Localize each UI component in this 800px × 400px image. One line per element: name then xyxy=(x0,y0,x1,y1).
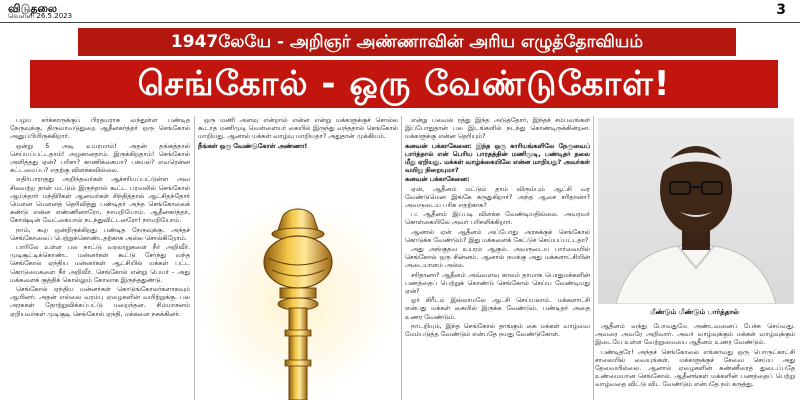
paragraph: பாரிலே உள்ள பல நாட்டு வரலாறுகளை நீர் அறிவீர். முடிசூட்டிக்கொண்ட மன்னர்கள் கூட்டு சேர்ந்து வந்த செங்கோல் ஏந்திய மன்னர்கள் ஆட்சியில் மக்கள் பட்ட கொடுமைகளை நீர் அறிவீர். செங்கோல் என்று பெயர் - அது மக்களைக் குத்திக் கொல்லும் கோலாக இருந்ததுண்டு. xyxy=(10,243,190,284)
column-divider xyxy=(194,116,195,400)
author-portrait xyxy=(598,118,794,304)
paragraph: ஒன்று 5 அடி உயரமாம்! அதன் தங்கத்தால் செய்யப்பட்டதாம்! அழகானதாம். இருக்கிறதாம்! செங்கோல் அளித்தது ஏன்? பரிசா? காணிக்கையா? பசுயல்? எவரென்ன கட்டமைப்ப? எதற்கு விளக்கவில்லை. xyxy=(10,141,190,175)
column-divider xyxy=(401,116,402,400)
article-headline: செங்கோல் - ஒரு வேண்டுகோள்! xyxy=(30,60,778,108)
paragraph: என்று பலவல் ரத்து இந்த அடுத்தோர், இந்தச் சம்பவங்கள் இப்போதுதான் பல இடங்களில் நடந்து கொண்டிருக்கின்றன. மக்களுக்கு என்ன தெரியும்? xyxy=(405,116,590,141)
article-column-4 xyxy=(595,322,795,400)
person-portrait-icon xyxy=(598,118,794,304)
paragraph: செங்கோல் ஏந்திய மன்னர்கள் கொடுங்கோலர்களாகவும் ஆயினர். அதன் எல்லை வரம்பு ஏழைகளின் வயிற்றுக்கு. பல அரசுகள் தோற்றுவிக்கப்பட்டு மறைந்தன. சிம்மாசனம் ஏறியவர்கள் முடிசூடி செங்கோல் ஏந்தி, மக்களை நசுக்கினர். xyxy=(10,285,190,318)
article-subhead: 1947லேயே - அறிஞர் அண்ணாவின் அரிய எழுத்தோவியம் xyxy=(78,28,736,56)
question: கனவன் பக்காகேனை: xyxy=(405,175,470,184)
paragraph: ஓர் கிரீடம் இல்லாமலே ஆட்சி செய்யலாம். மக்களாட்சி என்பது மக்கள் கையில் இருக்க வேண்டும். பண்டிதர் அதை உணர வேண்டும். xyxy=(405,296,590,321)
paragraph: ஆனால் ஏன் ஆதீனம் அப்போது அரசுக்குச் செங்கோல் கொடுக்க வேண்டும்? இது மக்களைக் கேட்டுச் செய்யப்பட்டதா? xyxy=(405,227,590,244)
answer: ப: ஆதீனம் இப்படி விளக்க வேண்டியதில்லை. அவரவர் கொள்கையிலே அவர் பரிசளிக்கிறார். xyxy=(405,210,590,227)
sceptre-image xyxy=(198,200,398,400)
sengol-sceptre-icon xyxy=(198,200,398,400)
paragraph: சரிதானா? ஆதீனம் அவ்வளவு காலம் தாமாக பொதுமக்களின் பணத்தைப் பெற்றுக் கொண்டு செங்கோல் செய்ய வேண்டியது ஏன்? xyxy=(405,270,590,296)
paragraph: அது அங்குதவ உயரம் ஆகும். அவருடைய பார்வையில் செங்கோல் ஒரு சின்னம். ஆனால் நமக்கு அது மக்களாட்சியின் அடையாளம் அல்ல. xyxy=(405,245,590,270)
paragraph: பண்டிதரே! அந்தச் செங்கோலை எங்காவது ஒரு பொருட்காட்சி சாலையில் வையுங்கள். மக்களுக்குச் சேவை செய்ய அது தேவையில்லை. ஆனால் ஏழைகளின் கண்ணீரைத் துடைப்பதே உண்மையான செங்கோல். ஆதீனங்கள் மக்களின் பணத்தைப் பெற்று வாழ்வதை விட்டு விட வேண்டும் என்பதே நம் கருத்து. xyxy=(595,347,795,389)
paragraph: ஆதீனம் வந்து போவதுமே அண்டவனைப் பேச்சு செய்வது. அவரை அவரே அறிவார். அவர் வாழ்வுக்கும் மக்கள் வாழ்வுக்கும் இடையே உள்ள வேற்றுமையை ஆதீனம் உணர வேண்டும். xyxy=(595,322,795,347)
paragraph: பழய சர்க்காருக்குப் பிரதமராக வந்துள்ள பண்டித நேருவுக்கு, திருவாவடுதுறை ஆதீனகர்த்தர் ஒரு செங்கோல் அனுப்பியிருக்கிறார். xyxy=(10,116,190,141)
column-divider xyxy=(593,116,594,400)
paragraph: நாடறியும், இந்த செங்கோல் தாங்கும் கை மக்கள் வாழ்வை மேம்படுத்த வேண்டும் என்பதே நமது வேண்டுகோள். xyxy=(405,321,590,339)
newspaper-header xyxy=(0,0,800,23)
article-column-1 xyxy=(10,116,190,400)
photo-caption: மீண்டும் மீண்டும் பார்த்தால் xyxy=(650,308,739,316)
issue-date: வெள்ளி 26.5.2023 xyxy=(8,12,73,20)
paper-name: விடுதலை xyxy=(8,2,58,15)
paragraph: ஏன், ஆதீனம் மட்டும் தாம் விரும்பும் ஆட்சி வர வேண்டுமென இங்கே கருதுகிறார்? அந்த ஆசை சரிதானா? அவருடைய பரிசு எதற்காக? xyxy=(405,184,590,210)
article-column-3 xyxy=(405,116,590,400)
paragraph: நாம், கூற ஒன்றிருக்கிறது பண்டித நேருவுக்கு. அந்தச் செங்கோலைப் பெற்றுக்கொண்டதற்காக அல்ல சொல்கிறோம். xyxy=(10,225,190,242)
page-number: 3 xyxy=(776,2,786,18)
article-column-2 xyxy=(198,116,398,196)
paragraph: எதிர்பாராதது அறிந்தவர்கள் ஆச்சரியப்பட்டுள்ள அவ சிலவற்ற தான் மட்டும் இருந்தால் கூட்ட பரவலில் செங்கோல் ஆய்ந்தார் மந்திரிகள் ஆனவர்கள் சிந்தித்தால் ஆட்சிதந்தோர் மௌன மௌனத் தெரிவித்து பண்டிதர் அந்த செங்கோலைக் கண்டு என்ன எண்ணினாரோ, நாமறியோம். ஆதீனகர்த்தர், கோஷ்டின் வேட்கையால் நடந்துவிட்டனரோ! நாமறியோம். xyxy=(10,175,190,225)
question: கனவன் பக்காகேனை: இந்த ஒரு காரியங்களிலே நேருவைப் பார்த்தால் என் பெரிய பாரதத்தின் மணிமுடி, பண்டிதர் தலை மீது ஏறியது. மக்கள் வாழ்க்கையிலே என்ன மாறியது? அவர்கள் வயிறு நிறையுமா? xyxy=(405,141,590,175)
paragraph: ஒரு மணி அளவு என்றால் என்ன என்று மக்களுக்குச் சொல்ல கூடாத மணிமுடி வெள்ளையர் கையில் இருந்து வந்ததால் செங்கோல் மாறியது. ஆனால் மக்கள் வாழ்வு மாறியதா? அதுதான் முக்கியம். xyxy=(198,116,398,141)
paragraph-highlight: நீங்கள் ஒரு வேண்டுகோள் அண்ணா! xyxy=(198,141,308,150)
